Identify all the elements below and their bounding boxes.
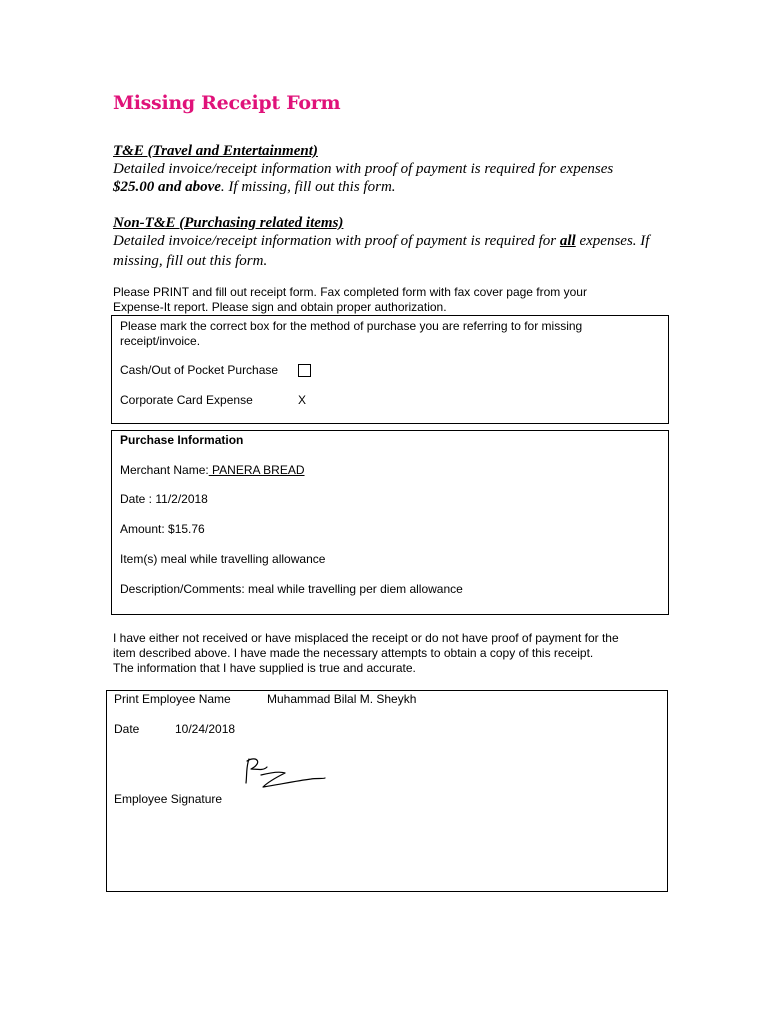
items-value[interactable]: meal while travelling allowance (160, 552, 326, 566)
te-line2-rest: . If missing, fill out this form. (220, 179, 396, 195)
te-threshold: $25.00 and above (113, 179, 221, 195)
instructions (113, 285, 587, 315)
te-section (113, 142, 613, 196)
non-te-line2: missing, fill out this form. (113, 253, 268, 269)
instructions-line1: Please PRINT and fill out receipt form. Fax completed form with fax cover page from your (113, 285, 587, 299)
attestation-line2: item described above. I have made the necessary attempts to obtain a copy of this receipt. (113, 646, 594, 660)
non-te-line1-post: expenses. If (575, 233, 650, 249)
purchase-date-label: Date : (120, 492, 156, 506)
employee-date-value[interactable]: 10/24/2018 (175, 722, 236, 736)
attestation-line3: The information that I have supplied is true and accurate. (113, 661, 416, 675)
te-line2 (113, 178, 613, 196)
non-te-all: all (559, 233, 576, 249)
method-box (111, 315, 669, 424)
date-row (120, 492, 208, 507)
employee-box (106, 690, 668, 892)
employee-date-label: Date (114, 722, 140, 736)
cash-label: Cash/Out of Pocket Purchase (120, 363, 279, 377)
te-heading: T&E (Travel and Entertainment) (113, 143, 318, 159)
employee-name-value[interactable]: Muhammad Bilal M. Sheykh (267, 692, 417, 706)
purchase-info-heading: Purchase Information (120, 433, 244, 447)
non-te-line1 (113, 232, 649, 250)
amount-label: Amount: (120, 522, 169, 536)
employee-signature-label: Employee Signature (114, 792, 223, 806)
items-row (120, 552, 325, 567)
amount-value[interactable]: $15.76 (168, 522, 205, 536)
non-te-heading: Non-T&E (Purchasing related items) (113, 215, 344, 231)
non-te-section (113, 214, 649, 270)
attestation-line1: I have either not received or have misplaced the receipt or do not have proof of payment for the (113, 631, 619, 645)
method-prompt-line2: receipt/invoice. (120, 334, 201, 348)
purchase-date-value[interactable]: 11/2/2018 (155, 492, 208, 506)
merchant-value[interactable]: PANERA BREAD (208, 463, 305, 477)
amount-row (120, 522, 205, 537)
cash-checkbox[interactable] (298, 364, 311, 377)
te-line1: Detailed invoice/receipt information with proof of payment is required for expenses (113, 161, 614, 177)
non-te-line1-pre: Detailed invoice/receipt information with proof of payment is required for (113, 233, 560, 249)
instructions-line2: Expense-It report. Please sign and obtain proper authorization. (113, 300, 447, 314)
employee-name-label: Print Employee Name (114, 692, 231, 706)
form-title: Missing Receipt Form (113, 92, 341, 114)
method-prompt-line1: Please mark the correct box for the method of purchase you are referring to for missing (120, 319, 583, 333)
merchant-row (120, 463, 305, 478)
description-row (120, 582, 463, 597)
description-value[interactable]: meal while travelling per diem allowance (248, 582, 463, 596)
attestation (113, 631, 619, 676)
merchant-label: Merchant Name: (120, 463, 209, 477)
purchase-info-box (111, 430, 669, 615)
employee-signature-mark[interactable] (237, 753, 327, 803)
corporate-label: Corporate Card Expense (120, 393, 253, 407)
corporate-mark[interactable]: X (298, 393, 307, 407)
description-label: Description/Comments: (120, 582, 249, 596)
items-label: Item(s) (120, 552, 161, 566)
